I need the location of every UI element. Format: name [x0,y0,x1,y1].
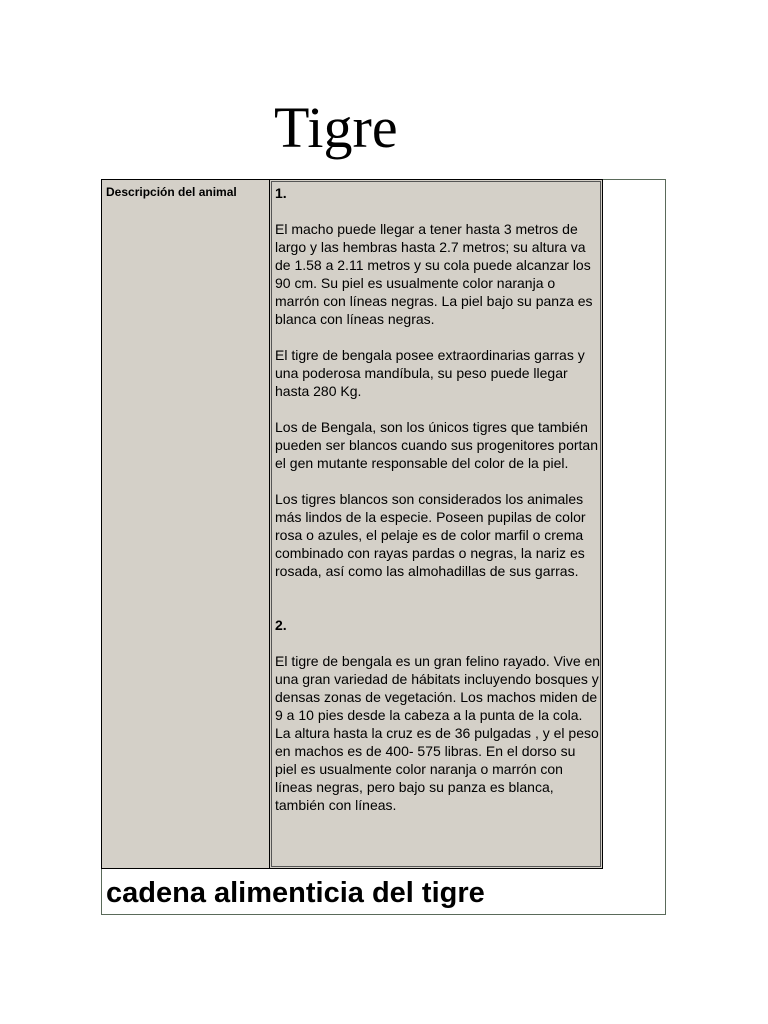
paragraph: El tigre de bengala posee extraordinarias garras y una poderosa mandíbula, su peso puede llegar hasta 280 Kg. [275,347,585,399]
paragraph: Los tigres blancos son considerados los animales más lindos de la especie. Poseen pupilas de color rosa o azules, el pelaje es de color marfil o crema combinado con rayas pardas o negras, la nariz es rosada, así como las almohadillas de sus garras. [275,491,586,579]
food-chain-heading: cadena alimenticia del tigre [106,877,485,909]
paragraph: El macho puede llegar a tener hasta 3 metros de largo y las hembras hasta 2.7 metros; su altura va de 1.58 a 2.11 metros y su cola puede alcanzar los 90 cm. Su piel es usualmente color naranja o marrón con líneas negras. La piel bajo su panza es blanca con líneas negras. [275,221,593,327]
label-cell [101,179,270,869]
paragraph: El tigre de bengala es un gran felino rayado. Vive en una gran variedad de hábitats incluyendo bosques y densas zonas de vegetación. Los machos miden de 9 a 10 pies desde la cabeza a la punta de la cola. La altura hasta la cruz es de 36 pulgadas , y el peso en machos es de 400- 575 libras. En el dorso su piel es usualmente color naranja o marrón con líneas negras, pero bajo su panza es blanca, también con líneas. [275,653,601,813]
description-cell [269,179,603,869]
page-title: Tigre [274,95,398,160]
section-number: 1. [275,185,287,201]
paragraph: Los de Bengala, son los únicos tigres que también pueden ser blancos cuando sus progenitores portan el gen mutante responsable del color de la piel. [275,419,598,471]
section-number: 2. [275,617,287,633]
label-text: Descripción del animal [106,185,237,199]
description-content [275,184,601,814]
